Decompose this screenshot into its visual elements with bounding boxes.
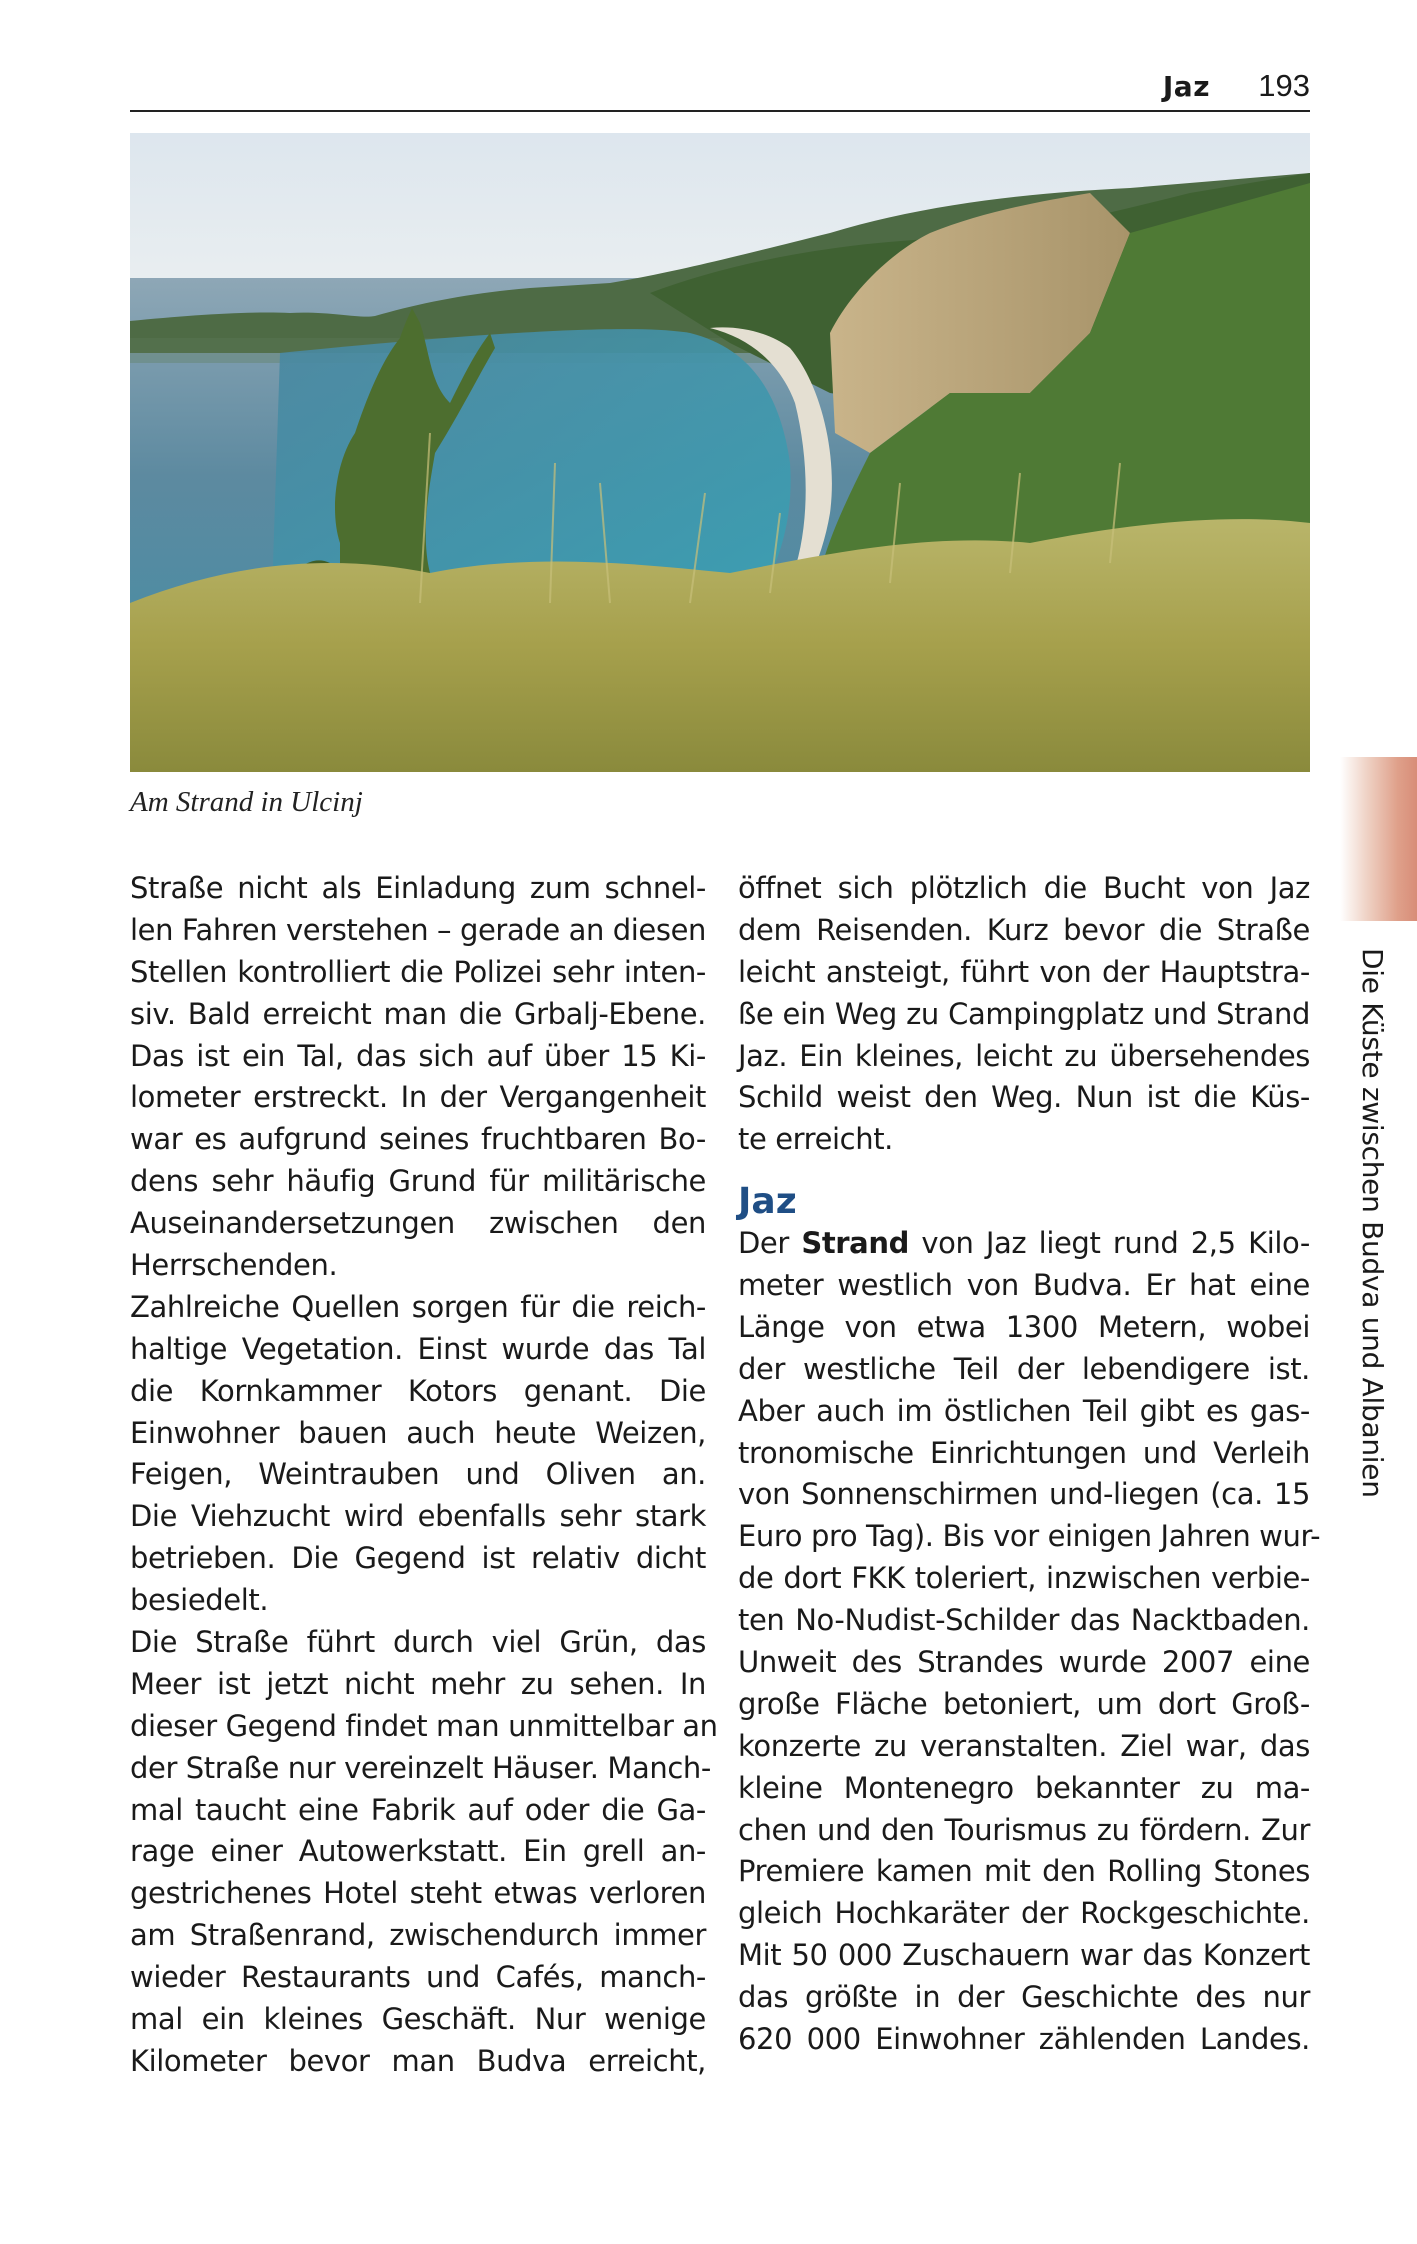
bold-keyword-strand: Strand — [801, 1226, 909, 1261]
text-line: de dort FKK toleriert, inzwischen verbie- — [738, 1561, 1310, 1596]
text-line: war es aufgrund seines fruchtbaren Bo- — [130, 1122, 706, 1157]
text-line: kleine Montenegro bekannter zu ma- — [738, 1770, 1310, 1805]
text-line: der Straße nur vereinzelt Häuser. Manch- — [130, 1750, 711, 1785]
text-line: Unweit des Strandes wurde 2007 eine — [738, 1645, 1310, 1680]
text-line: Herrschenden. — [130, 1248, 338, 1283]
section-heading-jaz: Jaz — [738, 1181, 797, 1223]
text-line: Schild weist den Weg. Nun ist die Küs- — [738, 1080, 1310, 1115]
text-line: dens sehr häufig Grund für militärische — [130, 1164, 706, 1199]
text-line: große Fläche betoniert, um dort Groß- — [738, 1686, 1310, 1721]
text-line: betrieben. Die Gegend ist relativ dicht — [130, 1541, 706, 1576]
text-line: rage einer Autowerkstatt. Ein grell an- — [130, 1834, 706, 1869]
text-line: leicht ansteigt, führt von der Hauptstra- — [738, 954, 1310, 989]
text-line: meter westlich von Budva. Er hat eine — [738, 1268, 1310, 1303]
text-line: te erreicht. — [738, 1122, 893, 1157]
text-line: ße ein Weg zu Campingplatz und Strand — [738, 996, 1310, 1031]
text-fragment: Der — [738, 1226, 802, 1261]
running-header — [130, 62, 1310, 112]
text-line: mal taucht eine Fabrik auf oder die Ga- — [130, 1792, 706, 1827]
text-line: öffnet sich plötzlich die Bucht von Jaz — [738, 871, 1310, 905]
text-line: dem Reisenden. Kurz bevor die Straße — [738, 912, 1310, 947]
text-line: gleich Hochkaräter der Rockgeschichte. — [738, 1896, 1310, 1931]
text-line: das größte in der Geschichte des nur — [738, 1980, 1310, 2015]
text-line: Meer ist jetzt nicht mehr zu sehen. In — [130, 1666, 706, 1701]
text-line: Premiere kamen mit den Rolling Stones — [738, 1854, 1310, 1889]
text-line: der westliche Teil der lebendigere ist. — [738, 1351, 1310, 1386]
text-line: Zahlreiche Quellen sorgen für die reich- — [130, 1289, 706, 1324]
text-line: lometer erstreckt. In der Vergangenheit — [130, 1080, 706, 1115]
text-line: Die Viehzucht wird ebenfalls sehr stark — [130, 1499, 706, 1534]
text-line: dieser Gegend findet man unmittelbar an — [130, 1708, 718, 1743]
text-line: gestrichenes Hotel steht etwas verloren — [130, 1876, 706, 1911]
text-line-with-bold — [738, 1223, 1310, 1265]
text-line: wieder Restaurants und Cafés, manch- — [130, 1960, 706, 1995]
chapter-thumb-tab — [1340, 757, 1417, 921]
text-line: von Sonnenschirmen und-liegen (ca. 15 — [738, 1477, 1310, 1512]
text-line: Jaz. Ein kleines, leicht zu übersehendes — [738, 1038, 1310, 1073]
text-line: konzerte zu veranstalten. Ziel war, das — [738, 1728, 1310, 1763]
text-line: Länge von etwa 1300 Metern, wobei — [738, 1309, 1310, 1344]
photo-caption: Am Strand in Ulcinj — [130, 786, 363, 818]
text-line: Euro pro Tag). Bis vor einigen Jahren wur- — [738, 1519, 1321, 1554]
bay-photo-illustration — [130, 133, 1310, 772]
text-line: Aber auch im östlichen Teil gibt es gas- — [738, 1393, 1310, 1428]
text-line: die Kornkammer Kotors genant. Die — [130, 1373, 706, 1408]
page-number: 193 — [1258, 68, 1310, 103]
text-line: besiedelt. — [130, 1583, 269, 1618]
text-line: 620 000 Einwohner zählenden Landes. — [738, 2022, 1310, 2057]
text-line: ten No-Nudist-Schilder das Nacktbaden. — [738, 1603, 1310, 1638]
text-line: Stellen kontrolliert die Polizei sehr inten- — [130, 954, 706, 989]
right-text-column — [738, 868, 1321, 2061]
text-line: haltige Vegetation. Einst wurde das Tal — [130, 1331, 706, 1366]
text-line: siv. Bald erreicht man die Grbalj-Ebene. — [130, 996, 706, 1031]
text-line: Feigen, Weintrauben und Oliven an. — [130, 1457, 706, 1492]
text-line: chen und den Tourismus zu fördern. Zur — [738, 1812, 1310, 1847]
chapter-side-label: Die Küste zwischen Budva und Albanien — [1356, 948, 1389, 1498]
text-line: am Straßenrand, zwischendurch immer — [130, 1918, 706, 1953]
text-line: Straße nicht als Einladung zum schnel- — [130, 871, 706, 905]
landscape-photo — [130, 133, 1310, 772]
running-header-section-title: Jaz — [1162, 70, 1210, 103]
text-line: Mit 50 000 Zuschauern war das Konzert — [738, 1938, 1310, 1973]
text-line: len Fahren verstehen – gerade an diesen — [130, 912, 706, 947]
text-line: mal ein kleines Geschäft. Nur wenige — [130, 2002, 706, 2037]
text-line: Einwohner bauen auch heute Weizen, — [130, 1415, 706, 1450]
text-fragment: von Jaz liegt rund 2,5 Kilo- — [908, 1226, 1310, 1261]
text-line: Das ist ein Tal, das sich auf über 15 Ki- — [130, 1038, 706, 1073]
text-line: Kilometer bevor man Budva erreicht, — [130, 2043, 706, 2078]
left-text-column — [130, 868, 718, 2083]
text-line: tronomische Einrichtungen und Verleih — [738, 1435, 1310, 1470]
text-line: Auseinandersetzungen zwischen den — [130, 1206, 706, 1241]
text-line: Die Straße führt durch viel Grün, das — [130, 1625, 706, 1660]
